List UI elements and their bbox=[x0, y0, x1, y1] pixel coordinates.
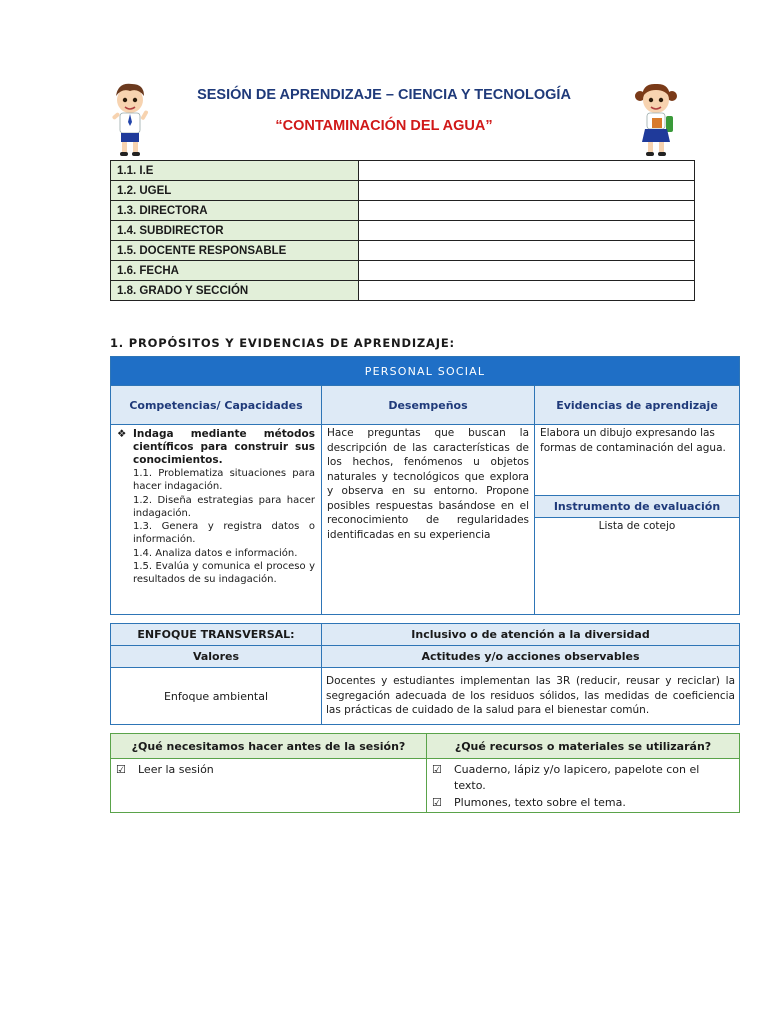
info-label: 1.1. I.E bbox=[111, 161, 359, 181]
document-title: SESIÓN DE APRENDIZAJE – CIENCIA Y TECNOLOGÍA bbox=[197, 87, 571, 103]
instrumento-value: Lista de cotejo bbox=[535, 518, 740, 615]
info-row bbox=[111, 181, 695, 201]
recursos-cell bbox=[427, 759, 740, 813]
header-recursos: ¿Qué recursos o materiales se utilizarán? bbox=[427, 734, 740, 759]
header-actitudes: Actitudes y/o acciones observables bbox=[322, 646, 740, 668]
enfoque-label: ENFOQUE TRANSVERSAL: bbox=[111, 624, 322, 646]
checkbox-checked-icon: ☑ bbox=[432, 763, 442, 776]
info-row bbox=[111, 261, 695, 281]
diamond-bullet-icon: ❖ bbox=[117, 428, 127, 440]
info-value bbox=[359, 201, 695, 221]
info-label: 1.2. UGEL bbox=[111, 181, 359, 201]
info-value bbox=[359, 181, 695, 201]
checkbox-checked-icon: ☑ bbox=[116, 763, 126, 776]
capacidad-item: 1.2. Diseña estrategias para hacer indagación. bbox=[133, 494, 315, 519]
header-valores: Valores bbox=[111, 646, 322, 668]
evidencia-cell: Elabora un dibujo expresando las formas de contaminación del agua. bbox=[535, 425, 740, 496]
info-label: 1.6. FECHA bbox=[111, 261, 359, 281]
info-value bbox=[359, 241, 695, 261]
checklist-item bbox=[428, 793, 738, 811]
capacidad-item: 1.4. Analiza datos e información. bbox=[133, 547, 298, 559]
info-row bbox=[111, 161, 695, 181]
actitud-cell: Docentes y estudiantes implementan las 3R (reducir, reusar y reciclar) la segregación adecuada de los residuos sólidos, las medidas de coeficiencia las prácticas de cuidado de la salud para el bienestar común. bbox=[322, 668, 740, 725]
info-label: 1.4. SUBDIRECTOR bbox=[111, 221, 359, 241]
instrumento-header: Instrumento de evaluación bbox=[535, 496, 740, 518]
info-value bbox=[359, 281, 695, 301]
section-title: 1. PROPÓSITOS Y EVIDENCIAS DE APRENDIZAJE: bbox=[110, 336, 455, 350]
area-banner: PERSONAL SOCIAL bbox=[111, 357, 740, 386]
checklist-item bbox=[112, 760, 425, 778]
general-info-table bbox=[110, 160, 695, 301]
checkbox-checked-icon: ☑ bbox=[432, 796, 442, 809]
info-row bbox=[111, 201, 695, 221]
enfoque-value: Inclusivo o de atención a la diversidad bbox=[322, 624, 740, 646]
info-label: 1.5. DOCENTE RESPONSABLE bbox=[111, 241, 359, 261]
capacidad-item: 1.1. Problematiza situaciones para hacer indagación. bbox=[133, 468, 315, 493]
info-label: 1.3. DIRECTORA bbox=[111, 201, 359, 221]
capacidad-item: 1.3. Genera y registra datos o información. bbox=[133, 521, 315, 546]
info-label: 1.8. GRADO Y SECCIÓN bbox=[111, 281, 359, 301]
desempeno-cell: Hace preguntas que buscan la descripción de las características de los hechos, fenómenos u objetos naturales y tecnológicos que explora y observa en su entorno. Propone posibles respuestas basándose en el reconocimiento de regularidades identificadas en su experiencia bbox=[322, 425, 535, 615]
checklist-text: Cuaderno, lápiz y/o lapicero, papelote con el texto. bbox=[454, 763, 700, 792]
checklist-text: Plumones, texto sobre el tema. bbox=[454, 796, 626, 809]
info-row bbox=[111, 241, 695, 261]
header-desempenos: Desempeños bbox=[322, 386, 535, 425]
document-subtitle: “CONTAMINACIÓN DEL AGUA” bbox=[275, 118, 493, 134]
purposes-table bbox=[110, 356, 740, 615]
enfoque-table bbox=[110, 623, 740, 725]
header-competencias: Competencias/ Capacidades bbox=[111, 386, 322, 425]
info-value bbox=[359, 221, 695, 241]
header-antes: ¿Qué necesitamos hacer antes de la sesión? bbox=[111, 734, 427, 759]
competencia-text: Indaga mediante métodos científicos para construir sus conocimientos. bbox=[133, 428, 315, 466]
info-row bbox=[111, 221, 695, 241]
info-value bbox=[359, 161, 695, 181]
header-evidencias: Evidencias de aprendizaje bbox=[535, 386, 740, 425]
competencias-cell bbox=[111, 425, 322, 615]
valor-cell: Enfoque ambiental bbox=[111, 668, 322, 725]
info-value bbox=[359, 261, 695, 281]
info-row bbox=[111, 281, 695, 301]
antes-cell bbox=[111, 759, 427, 813]
checklist-text: Leer la sesión bbox=[138, 763, 214, 776]
capacidad-item: 1.5. Evalúa y comunica el proceso y resultados de su indagación. bbox=[133, 561, 315, 586]
resources-table bbox=[110, 733, 740, 813]
checklist-item bbox=[428, 760, 738, 793]
